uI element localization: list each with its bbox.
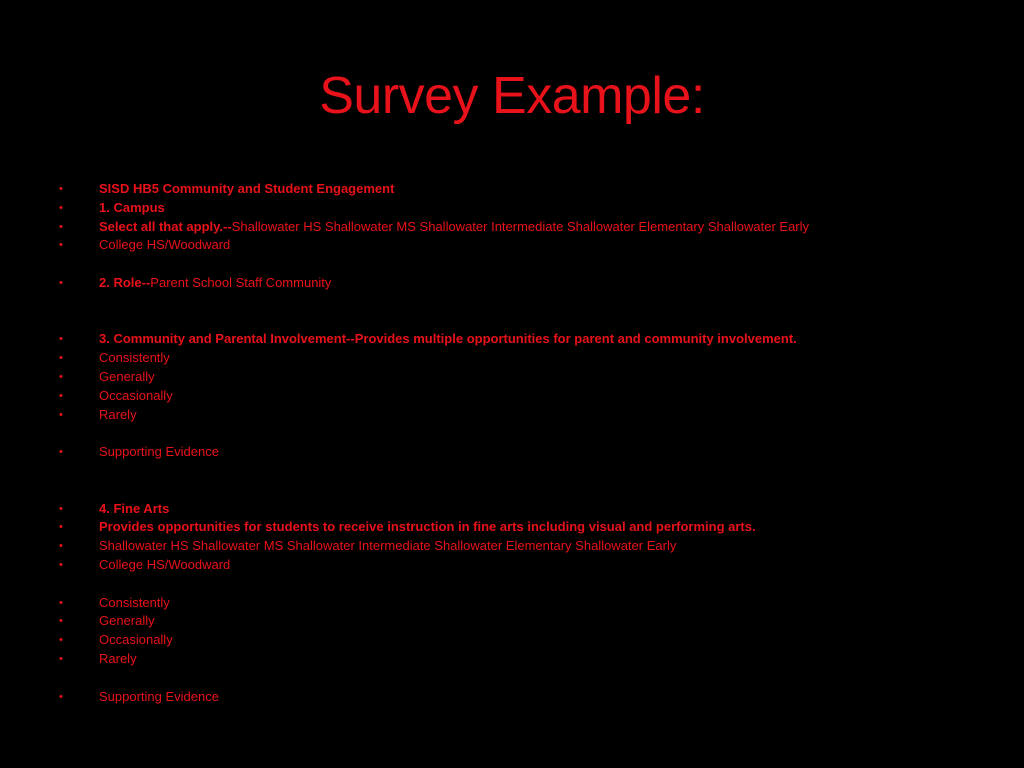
list-item xyxy=(0,537,1024,556)
list-item-text xyxy=(99,406,137,425)
list-item xyxy=(0,236,1024,255)
list-item-rest: Rarely xyxy=(99,650,137,666)
list-item-bold: Select all that apply.-- xyxy=(99,218,232,234)
bullet-icon: • xyxy=(59,183,63,195)
list-item-rest: Consistently xyxy=(99,350,170,366)
list-item xyxy=(0,688,1024,707)
bullet-icon: • xyxy=(59,596,63,609)
bullet-icon: • xyxy=(59,333,63,346)
list-item-text xyxy=(99,612,155,631)
list-item-text xyxy=(99,443,219,462)
list-item-text xyxy=(99,368,155,387)
slide-title: Survey Example: xyxy=(319,67,705,125)
list-item xyxy=(0,443,1024,462)
list-item-rest: Parent School Staff Community xyxy=(150,274,332,290)
list-item-text xyxy=(99,180,394,199)
bullet-icon: • xyxy=(59,540,63,553)
list-item-rest: Generally xyxy=(99,368,155,384)
list-item xyxy=(0,180,1024,199)
list-item-rest: College HS/Woodward xyxy=(99,237,231,253)
list-item-text xyxy=(99,236,230,255)
list-item-text xyxy=(99,537,676,556)
list-item-bold: Provides opportunities for students to receive instruction in fine arts including visual and performing arts. xyxy=(99,519,756,535)
list-item-text xyxy=(99,199,165,218)
list-item xyxy=(0,650,1024,669)
bullet-icon: • xyxy=(59,370,63,383)
list-item xyxy=(0,556,1024,575)
list-item xyxy=(0,406,1024,425)
bullet-icon: • xyxy=(59,558,63,571)
bullet-icon: • xyxy=(59,201,63,214)
list-item-text xyxy=(99,274,331,293)
list-item xyxy=(0,387,1024,406)
list-item-rest: Generally xyxy=(99,613,155,629)
list-item xyxy=(0,518,1024,537)
list-item-bold: 4. Fine Arts xyxy=(99,500,170,516)
list-item-text xyxy=(99,387,173,406)
list-item xyxy=(0,218,1024,237)
list-item-rest: Consistently xyxy=(99,594,170,610)
list-item xyxy=(0,199,1024,218)
bullet-icon: • xyxy=(59,652,63,665)
list-item-text xyxy=(99,518,756,537)
bullet-icon: • xyxy=(59,220,63,233)
list-item-text xyxy=(99,688,219,707)
list-item-bold: 2. Role-- xyxy=(99,274,151,290)
bullet-icon: • xyxy=(59,239,63,252)
bullet-icon: • xyxy=(59,276,63,289)
list-item xyxy=(0,368,1024,387)
list-item-text xyxy=(99,500,169,519)
list-item-bold: SISD HB5 Community and Student Engagement xyxy=(99,181,395,196)
bullet-icon: • xyxy=(59,446,63,459)
list-item xyxy=(0,612,1024,631)
list-item-rest: Supporting Evidence xyxy=(99,688,219,704)
bullet-icon: • xyxy=(59,634,63,647)
list-item-rest: College HS/Woodward xyxy=(99,556,231,572)
list-item-text xyxy=(99,594,170,613)
list-item-rest: Rarely xyxy=(99,406,137,422)
bullet-icon: • xyxy=(59,389,63,402)
bullet-icon: • xyxy=(59,352,63,365)
list-item-bold: 1. Campus xyxy=(99,199,165,215)
list-item-rest: Occasionally xyxy=(99,387,173,403)
list-item-text xyxy=(99,218,809,237)
list-item xyxy=(0,330,1024,349)
list-item-rest: Occasionally xyxy=(99,632,173,648)
list-item xyxy=(0,349,1024,368)
list-item xyxy=(0,594,1024,613)
bullet-list xyxy=(0,180,1024,706)
list-item xyxy=(0,631,1024,650)
list-item-rest: Shallowater HS Shallowater MS Shallowater Intermediate Shallowater Elementary Shallowater Early xyxy=(231,218,810,234)
bullet-icon: • xyxy=(59,502,63,515)
list-item-text xyxy=(99,650,137,669)
list-item-bold: 3. Community and Parental Involvement--Provides multiple opportunities for parent and community involvement. xyxy=(99,331,797,347)
list-item-text xyxy=(99,330,797,349)
bullet-icon: • xyxy=(59,690,63,703)
list-item-text xyxy=(99,631,173,650)
list-item-rest: Shallowater HS Shallowater MS Shallowater Intermediate Shallowater Elementary Shallowater Early xyxy=(99,538,677,554)
bullet-icon: • xyxy=(59,615,63,628)
list-item-rest: Supporting Evidence xyxy=(99,444,219,460)
list-item xyxy=(0,274,1024,293)
list-item-text xyxy=(99,349,170,368)
list-item-text xyxy=(99,556,230,575)
bullet-icon: • xyxy=(59,408,63,421)
list-item xyxy=(0,500,1024,519)
bullet-icon: • xyxy=(59,521,63,534)
